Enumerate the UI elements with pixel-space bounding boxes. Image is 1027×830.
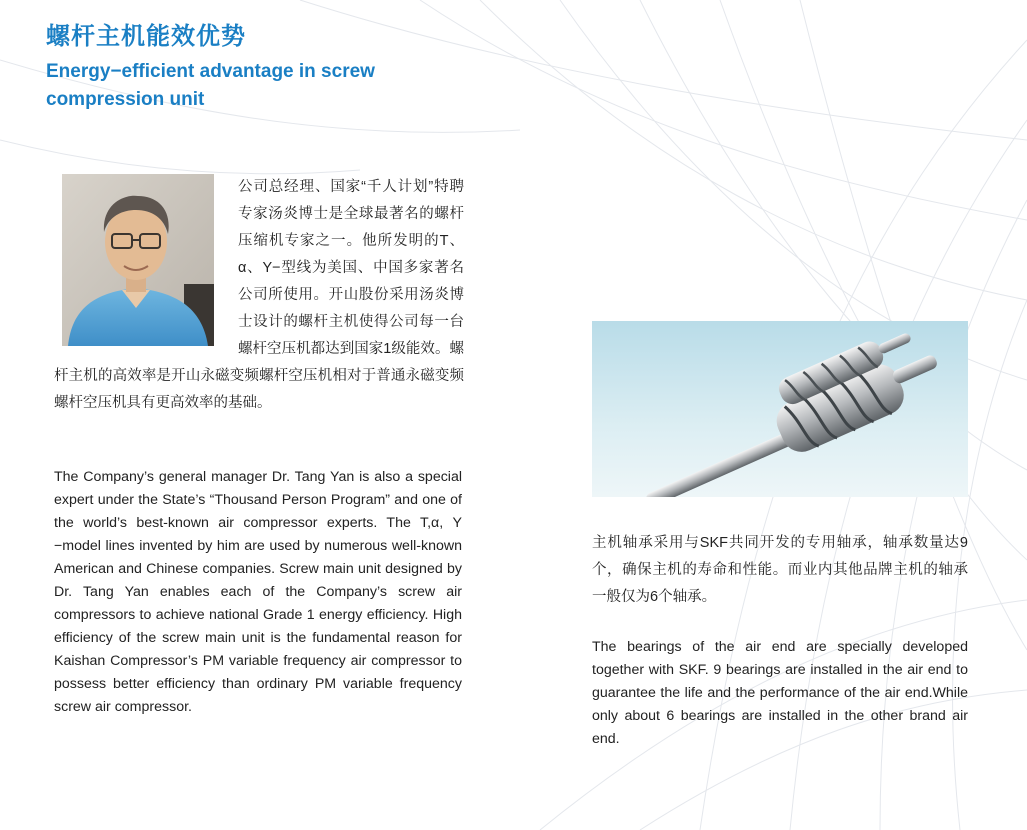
bearing-text-en: The bearings of the air end are specially developed together with SKF. 9 bearings are installed in the air end to guarantee the life and the performance of the air end.While only about 6 bearings are installed in the other brand air end. <box>592 639 968 747</box>
page-title-en: Energy−efficient advantage in screw compression unit <box>46 61 375 110</box>
intro-text-cn: 公司总经理、国家“千人计划”特聘专家汤炎博士是全球最著名的螺杆压缩机专家之一。他所发明的T、α、Y−型线为美国、中国多家著名公司所使用。开山股份采用汤炎博士设计的螺杆主机使得公司每一台螺杆空压机都达到国家1级能效。螺杆主机的高效率是开山永磁变频螺杆空压机相对于普通永磁变频螺杆空压机具有更高效率的基础。 <box>54 179 464 411</box>
intro-text-en: The Company’s general manager Dr. Tang Yan is also a special expert under the State’s “Thousand Person Program” and one of the world’s best-known air compressor experts. The T,α, Y −model lines invented by him are used by numerous well-known American and Chinese companies. Screw main unit designed by Dr. Tang Yan enables each of the Company’s screw air compressors to achieve national Grade 1 energy efficiency. High efficiency of the screw main unit is the fundamental reason for Kaishan Compressor’s PM variable frequency air compressor to possess better efficiency than ordinary PM variable frequency screw air compressor. <box>54 469 462 715</box>
bearing-text-cn: 主机轴承采用与SKF共同开发的专用轴承，轴承数量达9个，确保主机的寿命和性能。而业内其他品牌主机的轴承一般仅为6个轴承。 <box>592 535 968 605</box>
intro-text-cn-block <box>54 174 464 417</box>
page-title-cn: 螺杆主机能效优势 <box>46 23 246 50</box>
screw-rotor-photo <box>592 321 968 497</box>
